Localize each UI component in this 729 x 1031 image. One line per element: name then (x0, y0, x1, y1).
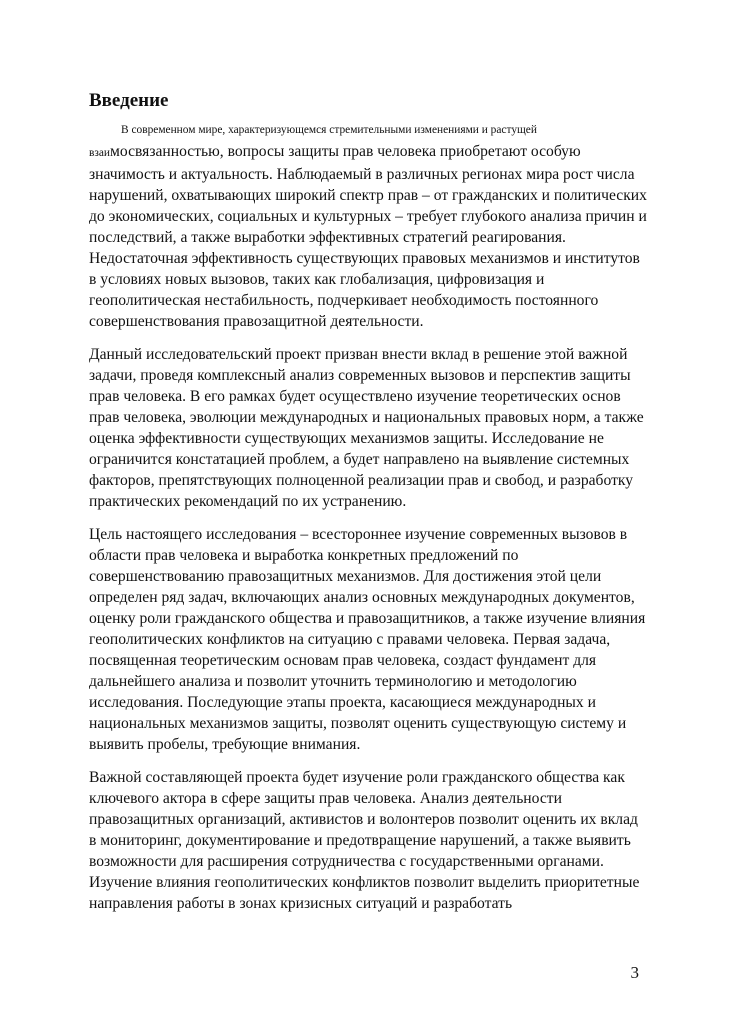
section-heading: Введение (89, 90, 169, 111)
page-number: 3 (630, 963, 639, 982)
paragraph-intro-text: мосвязанностью, вопросы защиты прав человека приобретают особую значимость и актуальность. Наблюдаемый в различных регионах мира рост числа нарушений, охватывающих широкий спектр прав – от гражданских и политических до экономических, социальных и культурных – требует глубокого анализа причин и последствий, а также выработки эффективных стратегий реагирования. Недостаточная эффективность существующих правовых механизмов и институтов в условиях новых вызовов, таких как глобализация, цифровизация и геополитическая нестабильность, подчеркивает необходимость постоянного совершенствования правозащитной деятельности. (89, 143, 647, 330)
paragraph-intro (89, 120, 649, 332)
page-content (89, 90, 649, 926)
paragraph-intro-first-line: В современном мире, характеризующемся стремительными изменениями и растущей (121, 124, 537, 136)
paragraph-project: Данный исследовательский проект призван внести вклад в решение этой важной задачи, проведя комплексный анализ современных вызовов и перспектив защиты прав человека. В его рамках будет осуществлено изучение теоретических основ прав человека, эволюции международных и национальных правовых норм, а также оценка эффективности существующих механизмов защиты. Исследование не ограничится констатацией проблем, а будет направлено на выявление системных факторов, препятствующих полноценной реализации прав и свобод, и разработку практических рекомендаций по их устранению. (89, 346, 644, 510)
paragraph-civil-society: Важной составляющей проекта будет изучение роли гражданского общества как ключевого актора в сфере защиты прав человека. Анализ деятельности правозащитных организаций, активистов и волонтеров позволит оценить их вклад в мониторинг, документирование и предотвращение нарушений, а также выявить возможности для расширения сотрудничества с государственными органами. Изучение влияния геополитических конфликтов позволит выделить приоритетные направления работы в зонах кризисных ситуаций и разработать (89, 769, 640, 912)
paragraph-goal: Цель настоящего исследования – всестороннее изучение современных вызовов в области прав человека и выработка конкретных предложений по совершенствованию правозащитных механизмов. Для достижения этой цели определен ряд задач, включающих анализ основных международных документов, оценку роли гражданского общества и правозащитников, а также изучение влияния геополитических конфликтов на ситуацию с правами человека. Первая задача, посвященная теоретическим основам прав человека, создаст фундамент для дальнейшего анализа и позволит уточнить терминологию и методологию исследования. Последующие этапы проекта, касающиеся международных и национальных механизмов защиты, позволят оценить существующую систему и выявить пробелы, требующие внимания. (89, 526, 646, 753)
paragraph-intro-prefix: взаи (89, 147, 111, 159)
